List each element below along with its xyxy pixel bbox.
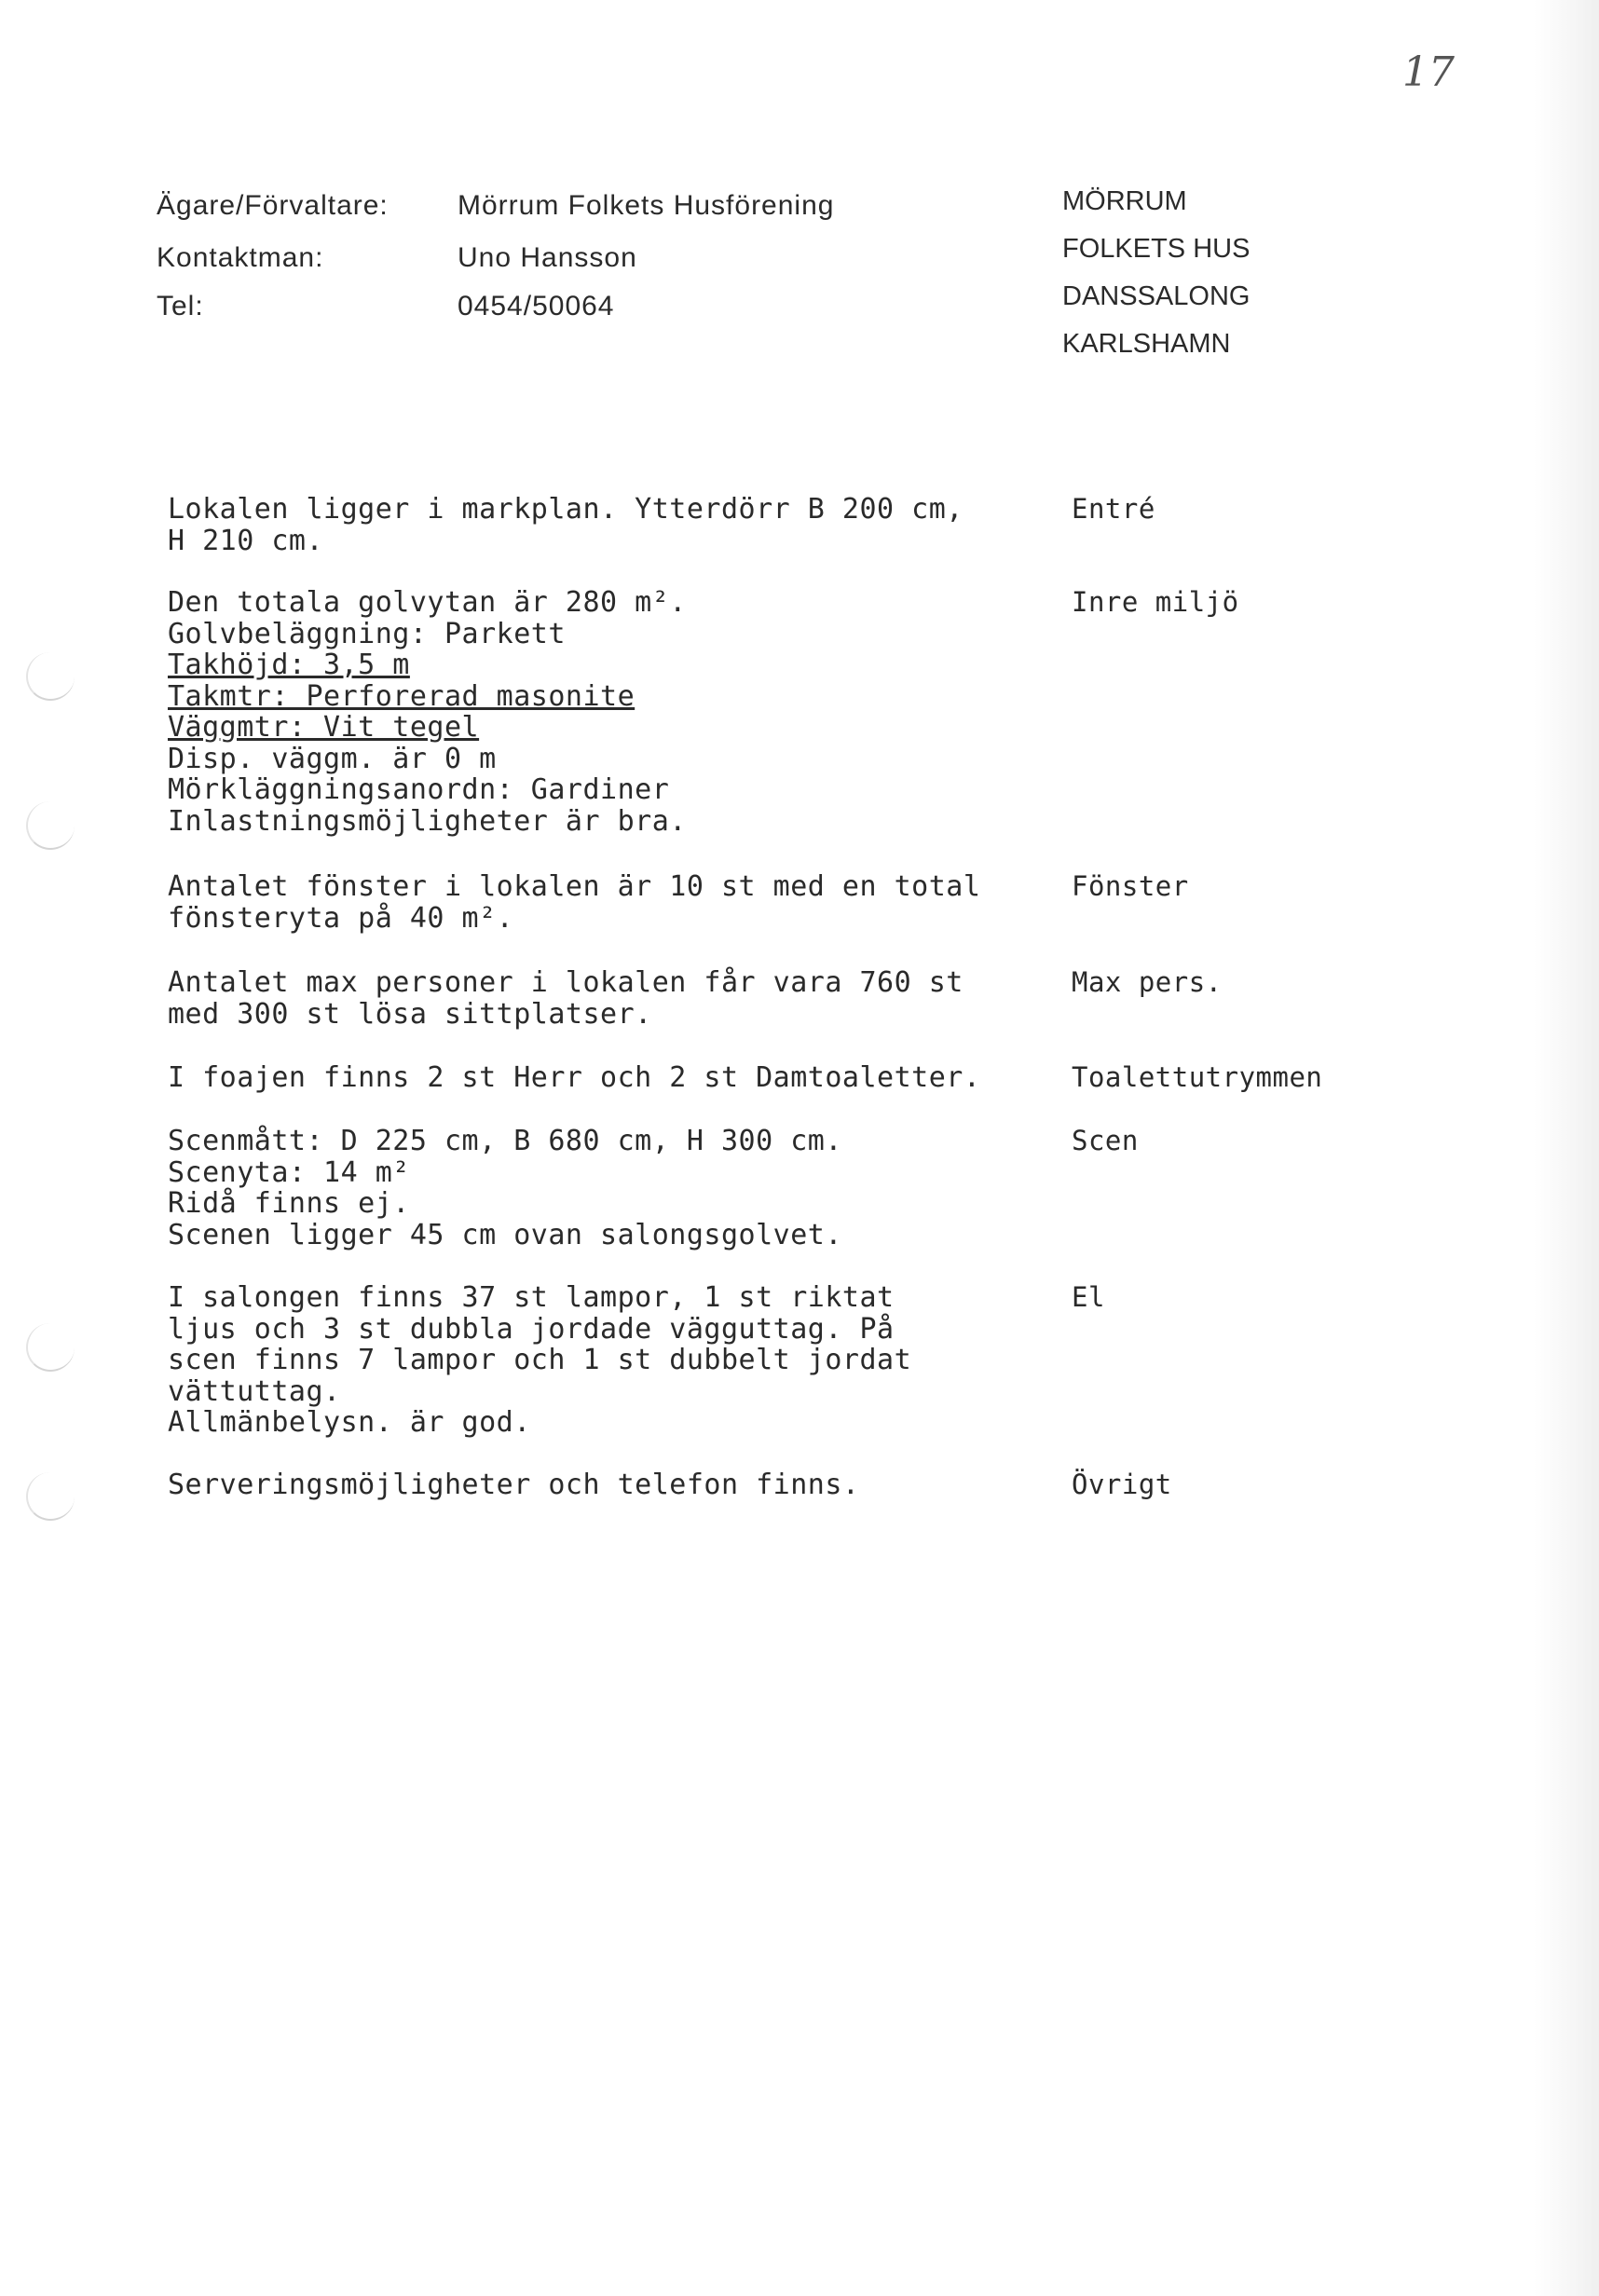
section-text xyxy=(168,967,1006,1030)
section-text xyxy=(168,1282,1006,1439)
text-line: Allmänbelysn. är god. xyxy=(168,1406,531,1439)
section-label: Fönster xyxy=(1072,870,1189,902)
text-line: Takmtr: Perforerad masonite xyxy=(168,679,636,713)
punch-hole xyxy=(26,1323,75,1372)
text-line: Inlastningsmöjligheter är bra. xyxy=(168,804,687,838)
text-line: Scenyta: 14 m² xyxy=(168,1155,410,1189)
section-label: Inre miljö xyxy=(1072,586,1239,618)
section-label: Toalettutrymmen xyxy=(1072,1061,1323,1093)
text-line: Golvbeläggning: Parkett xyxy=(168,617,566,650)
text-line: ljus och 3 st dubbla jordade vägguttag. På xyxy=(168,1312,895,1346)
section-label: Scen xyxy=(1072,1125,1139,1156)
text-line: Lokalen ligger i markplan. Ytterdörr B 200 cm, xyxy=(168,493,964,526)
punch-hole xyxy=(26,801,75,850)
text-line: I salongen finns 37 st lampor, 1 st riktat xyxy=(168,1281,895,1314)
text-line: scen finns 7 lampor och 1 st dubbelt jordat xyxy=(168,1344,912,1376)
section-text xyxy=(168,1126,1006,1250)
owner-label: Ägare/Förvaltare: xyxy=(157,190,389,221)
section-text xyxy=(168,1062,1006,1094)
text-line: Antalet max personer i lokalen får vara 760 st xyxy=(168,966,964,999)
section-text xyxy=(168,1469,1006,1501)
section-text xyxy=(168,871,1006,934)
title-line: FOLKETS HUS xyxy=(1062,234,1250,264)
text-line: Mörkläggningsanordn: Gardiner xyxy=(168,773,670,806)
text-line: vättuttag. xyxy=(168,1374,341,1408)
title-line: MÖRRUM xyxy=(1062,186,1187,216)
text-line: Väggmtr: Vit tegel xyxy=(168,711,480,744)
punch-hole xyxy=(26,652,75,701)
text-line: Den totala golvytan är 280 m². xyxy=(168,586,687,619)
text-line: Serveringsmöjligheter och telefon finns. xyxy=(168,1469,860,1501)
contact-value: Uno Hansson xyxy=(458,242,637,273)
text-line: I foajen finns 2 st Herr och 2 st Damtoaletter. xyxy=(168,1061,981,1094)
punch-hole xyxy=(26,1472,75,1521)
title-line: DANSSALONG xyxy=(1062,281,1250,311)
contact-label: Kontaktman: xyxy=(157,242,324,273)
section-text xyxy=(168,587,1006,837)
text-line: Ridå finns ej. xyxy=(168,1187,410,1220)
text-line: Scenen ligger 45 cm ovan salongsgolvet. xyxy=(168,1218,842,1251)
section-label: Max pers. xyxy=(1072,966,1223,998)
section-label: Övrigt xyxy=(1072,1469,1172,1500)
text-line: Antalet fönster i lokalen är 10 st med en total xyxy=(168,870,981,903)
phone-label: Tel: xyxy=(157,291,204,321)
section-text xyxy=(168,494,1006,556)
text-line: Scenmått: D 225 cm, B 680 cm, H 300 cm. xyxy=(168,1125,842,1157)
text-line: H 210 cm. xyxy=(168,524,324,557)
section-label: El xyxy=(1072,1281,1105,1313)
venue-title xyxy=(1062,186,1250,376)
phone-value: 0454/50064 xyxy=(458,291,615,321)
text-line: Disp. väggm. är 0 m xyxy=(168,742,497,775)
page-number: 17 xyxy=(1402,48,1455,96)
text-line: med 300 st lösa sittplatser. xyxy=(168,997,652,1031)
title-line: KARLSHAMN xyxy=(1062,329,1231,359)
owner-value: Mörrum Folkets Husförening xyxy=(458,190,835,221)
text-line: Takhöjd: 3,5 m xyxy=(168,649,410,681)
section-label: Entré xyxy=(1072,493,1155,525)
page-edge-shadow xyxy=(1534,0,1599,2296)
text-line: fönsteryta på 40 m². xyxy=(168,901,514,935)
